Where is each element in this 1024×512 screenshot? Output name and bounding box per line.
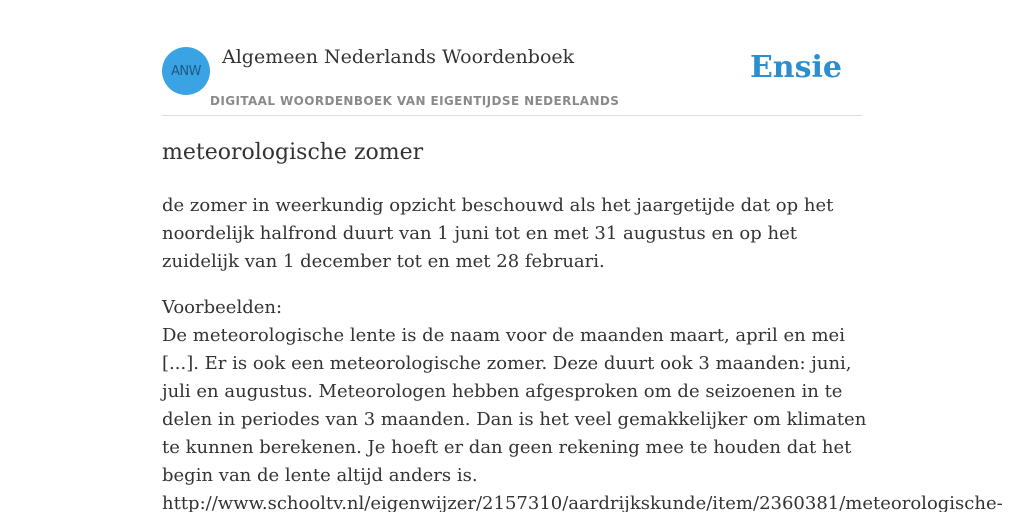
examples-label: Voorbeelden:	[162, 297, 283, 318]
ensie-brand-logo[interactable]: Ensie	[749, 50, 842, 85]
site-subtitle: DIGITAAL WOORDENBOEK VAN EIGENTIJDSE NEDERLANDS	[210, 94, 620, 108]
example-text: De meteorologische lente is de naam voor de maanden maart, april en mei [...]. Er is ook een meteorologische zomer. Deze duurt ook 3 maanden: juni, juli en augustus. Meteorologen hebben afgesproken om de seizoenen in te delen in periodes van 3 maanden. Dan is het veel gemakkelijker om klimaten te kunnen berekenen. Je hoeft er dan geen rekening mee te houden dat het begin van de lente altijd anders is.	[162, 325, 867, 486]
entry-examples	[162, 294, 1003, 512]
anw-logo[interactable]	[162, 47, 210, 95]
header-divider	[162, 115, 862, 116]
site-title[interactable]: Algemeen Nederlands Woordenboek	[222, 46, 575, 68]
example-source-url: http://www.schooltv.nl/eigenwijzer/2157310/aardrijkskunde/item/2360381/meteorologische-	[162, 493, 1003, 512]
entry-headword: meteorologische zomer	[162, 140, 424, 165]
anw-logo-text: ANW	[171, 63, 201, 79]
entry-definition: de zomer in weerkundig opzicht beschouwd als het jaargetijde dat op het noordelijk halfrond duurt van 1 juni tot en met 31 augustus en op het zuidelijk van 1 december tot en met 28 februari.	[162, 195, 834, 272]
entry-content	[162, 192, 1003, 512]
